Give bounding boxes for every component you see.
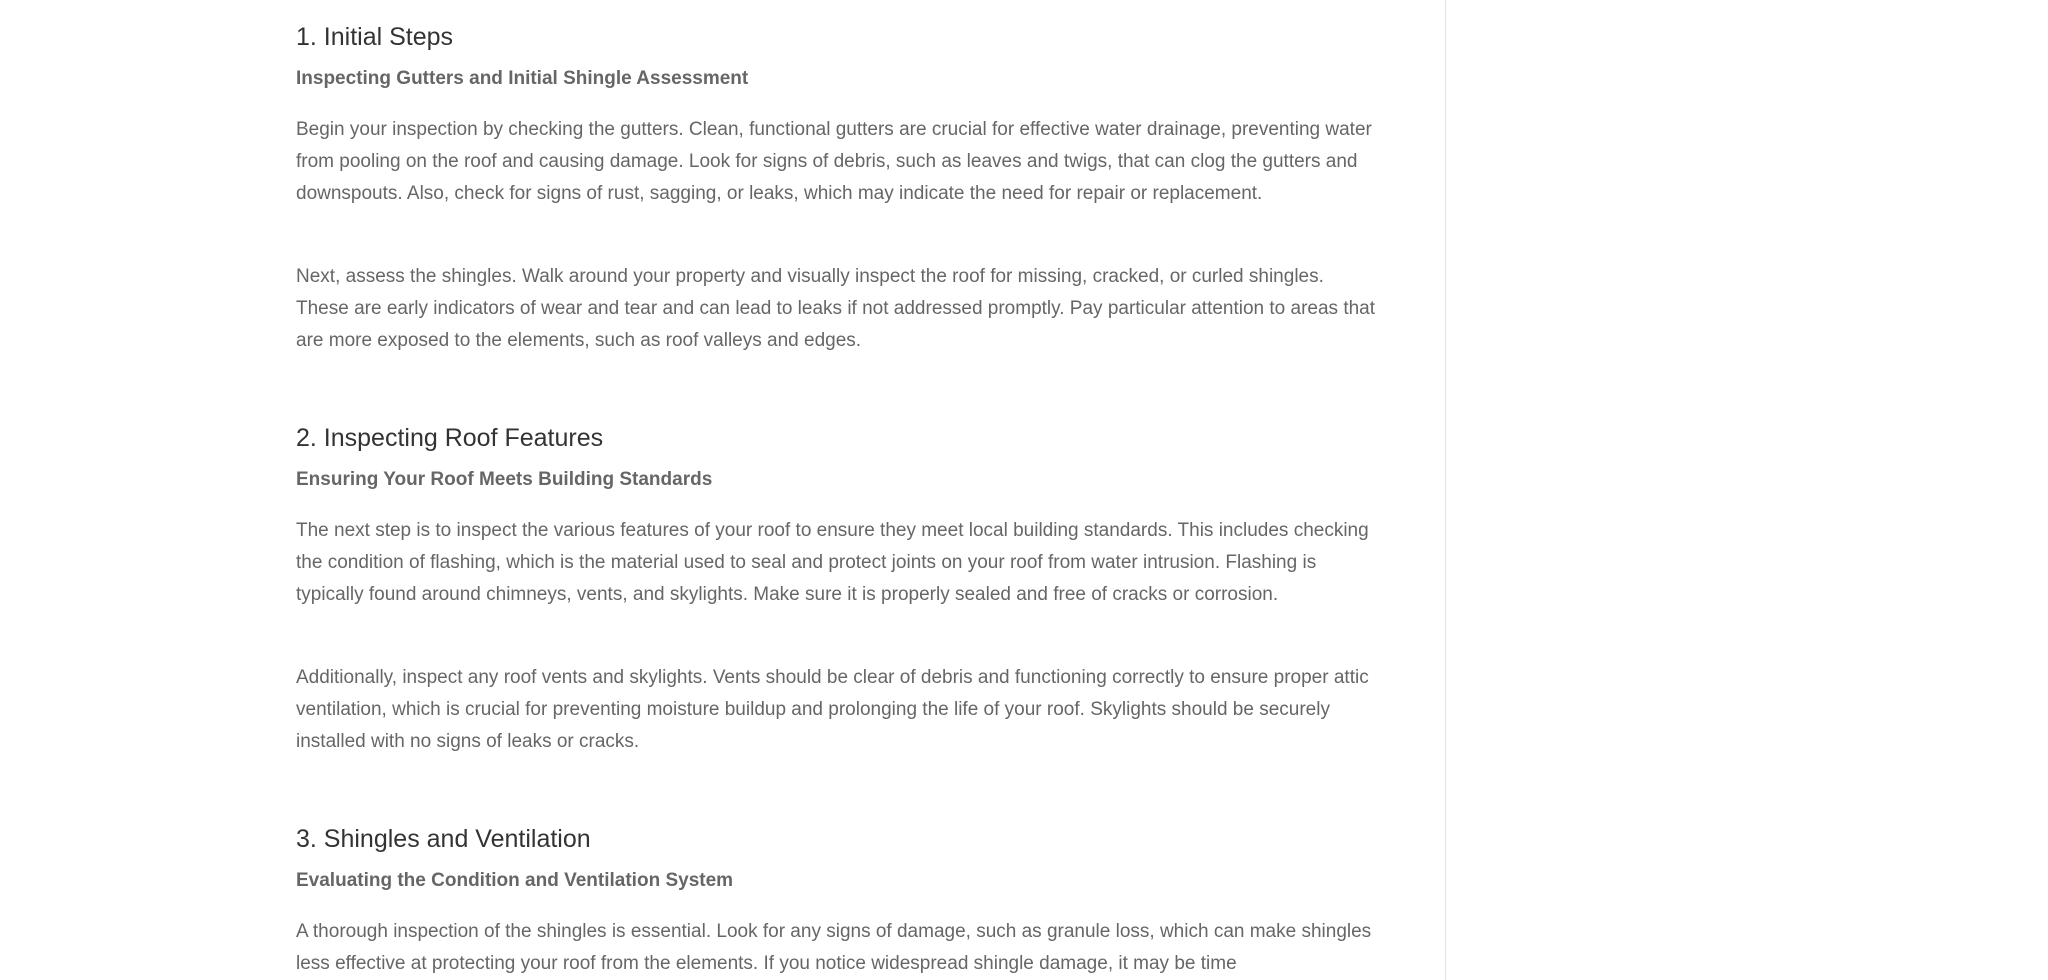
section-paragraph: Begin your inspection by checking the gutters. Clean, functional gutters are crucial for effective water drainage, preventing water from pooling on the roof and causing damage. Look for signs of debris, such as leaves and twigs, that can clog the gutters and downspouts. Also, check for signs of rust, sagging, or leaks, which may indicate the need for repair or replacement. (296, 119, 1372, 204)
section-paragraph: Additionally, inspect any roof vents and skylights. Vents should be clear of debris and functioning correctly to ensure proper attic ventilation, which is crucial for preventing moisture buildup and prolonging the life of your roof. Skylights should be securely installed with no signs of leaks or cracks. (296, 667, 1369, 752)
sidebar-divider (1445, 0, 1446, 980)
section-heading: 1. Initial Steps (296, 23, 454, 51)
section-subheading: Evaluating the Condition and Ventilation System (296, 870, 734, 891)
section-subheading: Ensuring Your Roof Meets Building Standards (296, 469, 713, 490)
section-heading: 3. Shingles and Ventilation (296, 825, 591, 853)
section-subheading: Inspecting Gutters and Initial Shingle Assessment (296, 68, 749, 89)
section-paragraph: Next, assess the shingles. Walk around your property and visually inspect the roof for missing, cracked, or curled shingles. These are early indicators of wear and tear and can lead to leaks if not addressed promptly. Pay particular attention to areas that are more exposed to the elements, such as roof valleys and edges. (296, 266, 1376, 351)
section-paragraph: The next step is to inspect the various features of your roof to ensure they meet local building standards. This includes checking the condition of flashing, which is the material used to seal and protect joints on your roof from water intrusion. Flashing is typically found around chimneys, vents, and skylights. Make sure it is properly sealed and free of cracks or corrosion. (296, 520, 1369, 605)
section-paragraph: A thorough inspection of the shingles is essential. Look for any signs of damage, such as granule loss, which can make shingles less effective at protecting your roof from the elements. If you notice widespread shingle damage, it may be time (296, 921, 1372, 974)
section-heading: 2. Inspecting Roof Features (296, 424, 604, 452)
